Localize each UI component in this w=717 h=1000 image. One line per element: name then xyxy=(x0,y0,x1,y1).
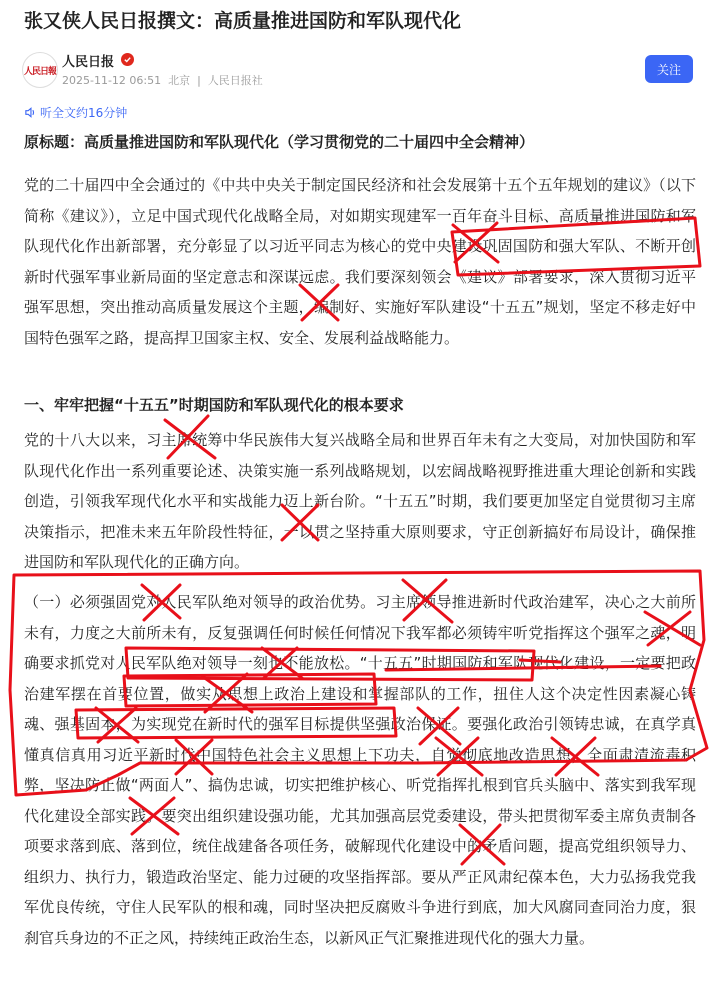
article-title: 张又侠人民日报撰文：高质量推进国防和军队现代化 xyxy=(24,10,462,32)
logo-text: 人民日報 xyxy=(23,66,56,77)
verified-badge-icon xyxy=(121,53,134,66)
paragraph-section-1: 党的十八大以来，习主席统筹中华民族伟大复兴战略全局和世界百年未有之大变局，对加快国防和军队现代化作出一系列重要论述、决策实施一系列战略规划，以宏阔战略视野推进重大理论创新和实践创造，引领我军现代化水平和实战能力迈上新台阶。“十五五”时期，我们要更加坚定自觉贯彻习主席决策指示，把准未来五年阶段性特征，一以贯之坚持重大原则要求，守正创新搞好布局设计，确保推进国防和军队现代化的正确方向。 xyxy=(24,431,696,571)
speaker-icon xyxy=(24,106,37,119)
listen-audio-link[interactable] xyxy=(24,104,127,121)
listen-label: 听全文约16分钟 xyxy=(40,106,128,120)
source-logo[interactable] xyxy=(22,52,58,88)
publish-meta: 2025-11-12 06:51 北京 | 人民日报社 xyxy=(62,74,263,87)
paragraph-point-1: （一）必须强固党对人民军队绝对领导的政治优势。习主席领导推进新时代政治建军，决心之大前所未有，力度之大前所未有，反复强调任何时候任何情况下我军都必须铸牢听党指挥这个强军之魂，明确要求抓党对人民军队绝对领导一刻也不能放松。“十五五”时期国防和军队现代化建设，一定要把政治建军摆在首要位置，做实从思想上政治上建设和掌握部队的工作，扭住人这个决定性因素凝心铸魂、强基固本，为实现党在新时代的强军目标提供坚强政治保证。要强化政治引领铸忠诚，在真学真懂真信真用习近平新时代中国特色社会主义思想上下功夫，自觉彻底地改造思想，全面肃清流毒积弊，坚决防止做“两面人”、搞伪忠诚，切实把维护核心、听党指挥扎根到官兵头脑中、落实到我军现代化建设全部实践。要突出组织建设强功能，尤其加强高层党委建设，带头把贯彻军委主席负责制各项要求落到底、落到位，统住战建备各项任务，破解现代化建设中的矛盾问题，提高党组织领导力、组织力、执行力，锻造政治坚定、能力过硬的攻坚指挥部。要从严正风肃纪葆本色，大力弘扬我党我军优良传统，守住人民军队的根和魂，同时坚决把反腐败斗争进行到底，加大风腐同查同治力度，狠刹官兵身边的不正之风，持续纯正政治生态，以新风正气汇聚推进现代化的强大力量。 xyxy=(24,593,696,947)
original-subtitle: 原标题：高质量推进国防和军队现代化（学习贯彻党的二十届四中全会精神） xyxy=(24,133,535,151)
paragraph-intro: 党的二十届四中全会通过的《中共中央关于制定国民经济和社会发展第十五个五年规划的建议》（以下简称《建议》），立足中国式现代化战略全局，对如期实现建军一百年奋斗目标、高质量推进国防和军队现代化作出新部署，充分彰显了以习近平同志为核心的党中央建设巩固国防和强大军队、不断开创新时代强军事业新局面的坚定意志和深谋远虑。我们要深刻领会《建议》部署要求，深入贯彻习近平强军思想，突出推动高质量发展这个主题，编制好、实施好军队建设“十五五”规划，坚定不移走好中国特色强军之路，提高捍卫国家主权、安全、发展利益战略能力。 xyxy=(24,176,696,347)
source-name[interactable]: 人民日报 xyxy=(62,55,115,70)
section-heading: 一、牢牢把握“十五五”时期国防和军队现代化的根本要求 xyxy=(24,396,404,414)
follow-button[interactable]: 关注 xyxy=(645,55,693,83)
